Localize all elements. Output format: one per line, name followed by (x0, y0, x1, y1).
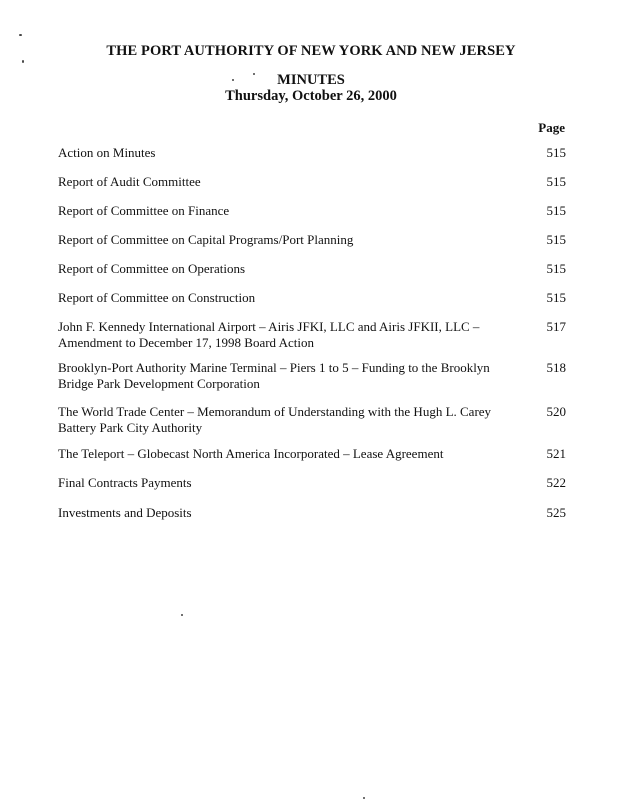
toc-entry-title: Report of Committee on Capital Programs/Port Planning (58, 232, 354, 247)
toc-entry-title: Report of Committee on Operations (58, 261, 246, 276)
toc-entry (58, 446, 566, 462)
toc-entry (58, 203, 566, 219)
toc-entry-page: 515 (546, 174, 566, 189)
toc-entry-page: 517 (546, 319, 566, 334)
toc-entry-page: 522 (546, 475, 566, 490)
toc-entry (58, 232, 566, 248)
toc-entry-page: 515 (546, 232, 566, 247)
toc-entry-title: Report of Audit Committee (58, 174, 201, 189)
meeting-date: Thursday, October 26, 2000 (225, 88, 397, 104)
toc-entry (58, 261, 566, 277)
organization-title: THE PORT AUTHORITY OF NEW YORK AND NEW JERSEY (106, 43, 516, 59)
toc-entry-page: 520 (546, 404, 566, 419)
toc-entry-title: The World Trade Center – Memorandum of Understanding with the Hugh L. Carey Battery Park City Authority (58, 404, 492, 435)
toc-entry (58, 319, 566, 351)
toc-entry-title: Brooklyn-Port Authority Marine Terminal – Piers 1 to 5 – Funding to the Brooklyn Bridge Park Development Corporation (58, 360, 490, 391)
toc-entry-page: 515 (546, 290, 566, 305)
toc-entry (58, 505, 566, 521)
toc-entry-page: 515 (546, 261, 566, 276)
toc-entry-title: John F. Kennedy International Airport – Airis JFKI, LLC and Airis JFKII, LLC – Amendment to December 17, 1998 Board Action (58, 319, 480, 350)
toc-entry-page: 515 (546, 145, 566, 160)
toc-entry-title: Final Contracts Payments (58, 475, 192, 490)
toc-entry (58, 290, 566, 306)
toc-entry-title: Report of Committee on Finance (58, 203, 230, 218)
toc-entry (58, 360, 566, 392)
toc-entry-title: The Teleport – Globecast North America Incorporated – Lease Agreement (58, 446, 444, 461)
toc-entry-page: 518 (546, 360, 566, 375)
toc-entry (58, 145, 566, 161)
toc-entry-title: Report of Committee on Construction (58, 290, 256, 305)
toc-entry-title: Investments and Deposits (58, 505, 192, 520)
toc-entry-title: Action on Minutes (58, 145, 156, 160)
toc-entry-page: 525 (546, 505, 566, 520)
toc-entry-page: 515 (546, 203, 566, 218)
toc-entry (58, 404, 566, 436)
toc-entry (58, 174, 566, 190)
page-column-header: Page (538, 120, 565, 135)
minutes-heading: MINUTES (277, 72, 345, 88)
toc-entry-page: 521 (546, 446, 566, 461)
toc-entry (58, 475, 566, 491)
